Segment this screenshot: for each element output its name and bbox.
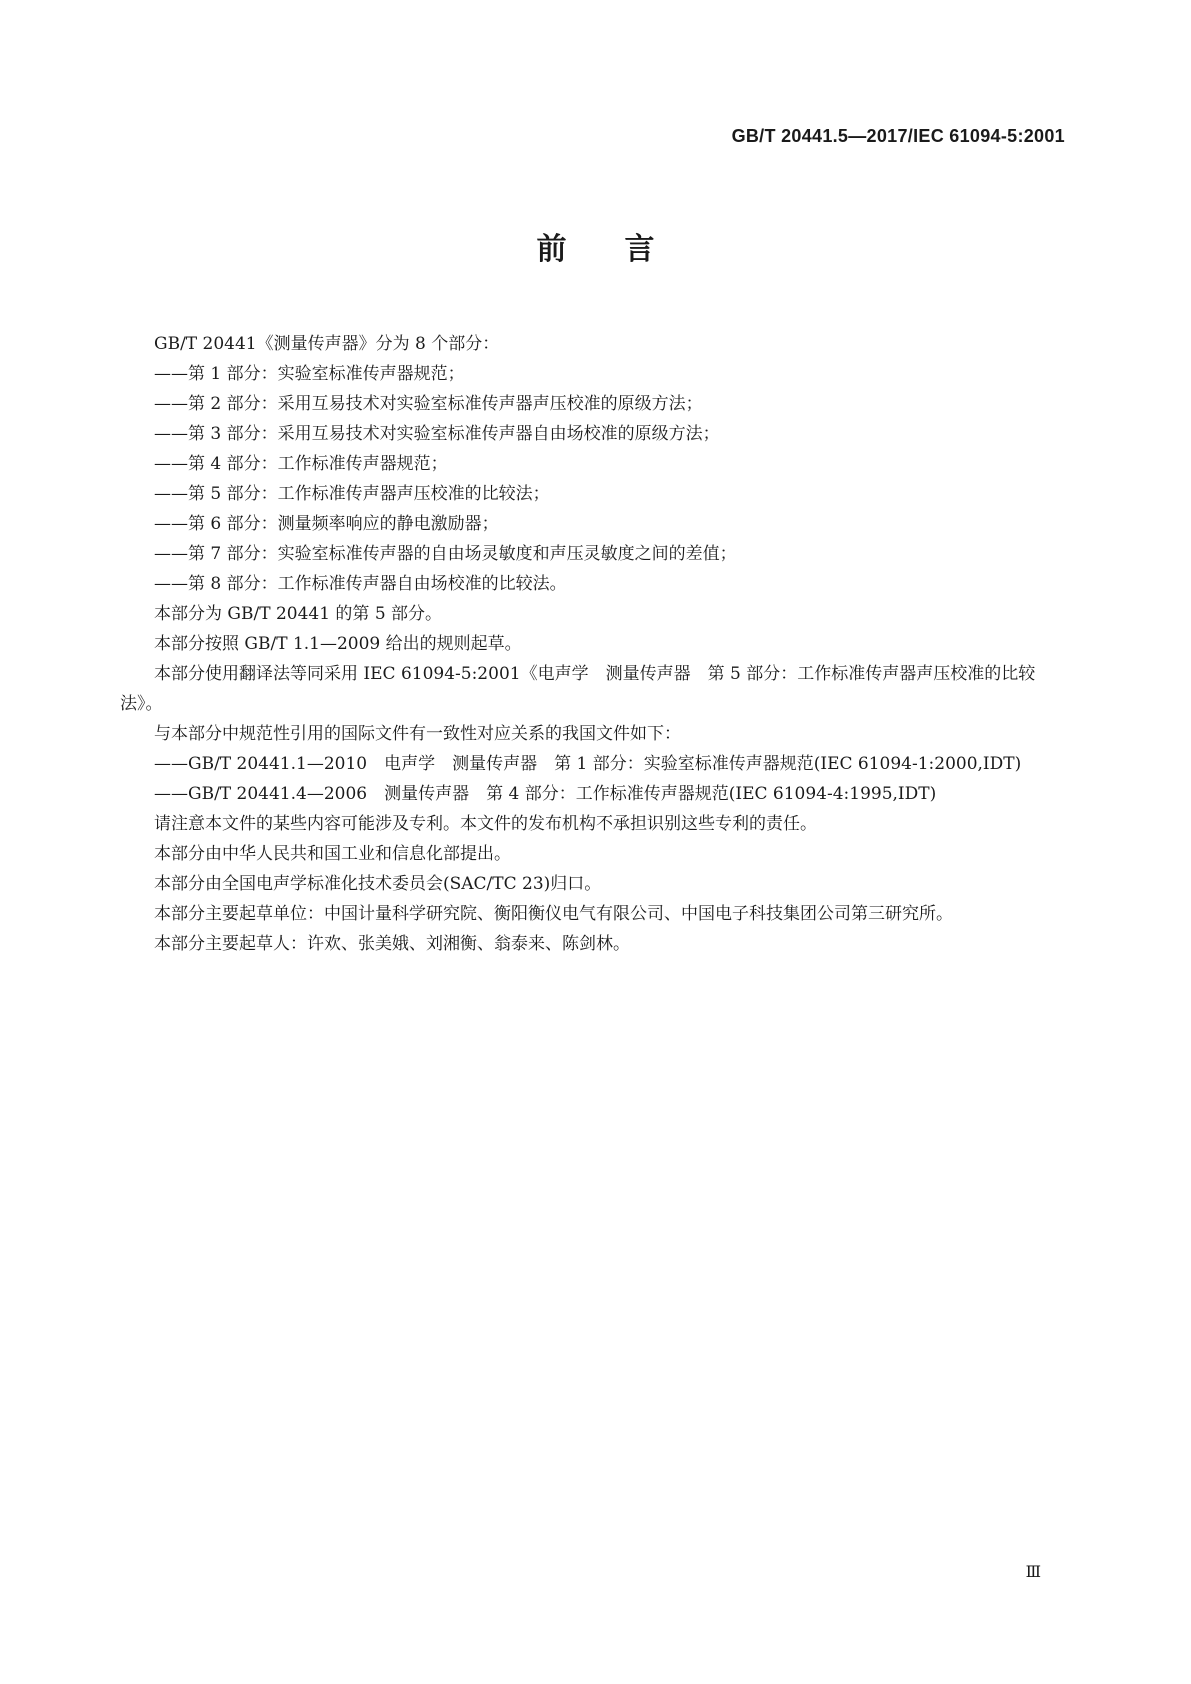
- list-item-part-4: ——第 4 部分：工作标准传声器规范；: [154, 454, 448, 474]
- paragraph-parts-intro: GB/T 20441《测量传声器》分为 8 个部分：: [154, 334, 500, 354]
- paragraph-correspondence-intro: 与本部分中规范性引用的国际文件有一致性对应关系的我国文件如下：: [154, 724, 681, 744]
- list-item-part-6: ——第 6 部分：测量频率响应的静电激励器；: [154, 514, 499, 534]
- list-item-reference-4: ——GB/T 20441.4—2006 测量传声器 第 4 部分：工作标准传声器规范(IEC 61094-4:1995,IDT): [154, 784, 937, 804]
- paragraph-responsible-committee: 本部分由全国电声学标准化技术委员会(SAC/TC 23)归口。: [154, 874, 602, 894]
- standard-code-header: GB/T 20441.5—2017/IEC 61094-5:2001: [731, 126, 1065, 146]
- list-item-reference-1: ——GB/T 20441.1—2010 电声学 测量传声器 第 1 部分：实验室标准传声器规范(IEC 61094-1:2000,IDT): [154, 754, 1022, 774]
- list-item-part-7: ——第 7 部分：实验室标准传声器的自由场灵敏度和声压灵敏度之间的差值；: [154, 544, 737, 564]
- page-number: Ⅲ: [1025, 1562, 1041, 1581]
- list-item-part-5: ——第 5 部分：工作标准传声器声压校准的比较法；: [154, 484, 550, 504]
- paragraph-drafters: 本部分主要起草人：许欢、张美娥、刘湘衡、翁泰来、陈剑林。: [154, 934, 630, 954]
- paragraph-drafting-organizations: 本部分主要起草单位：中国计量科学研究院、衡阳衡仪电气有限公司、中国电子科技集团公司第三研究所。: [154, 904, 953, 924]
- paragraph-patent-notice: 请注意本文件的某些内容可能涉及专利。本文件的发布机构不承担识别这些专利的责任。: [154, 814, 817, 834]
- paragraph-proposer: 本部分由中华人民共和国工业和信息化部提出。: [154, 844, 511, 864]
- list-item-part-8: ——第 8 部分：工作标准传声器自由场校准的比较法。: [154, 574, 567, 594]
- list-item-part-1: ——第 1 部分：实验室标准传声器规范；: [154, 364, 465, 384]
- foreword-body: [120, 329, 1070, 959]
- paragraph-part-number: 本部分为 GB/T 20441 的第 5 部分。: [154, 604, 443, 624]
- paragraph-adoption: 本部分使用翻译法等同采用 IEC 61094-5:2001《电声学 测量传声器 第 5 部分：工作标准传声器声压校准的比较法》。: [120, 664, 1036, 714]
- page-title: 前言: [536, 232, 713, 267]
- list-item-part-2: ——第 2 部分：采用互易技术对实验室标准传声器声压校准的原级方法；: [154, 394, 703, 414]
- paragraph-drafting-rules: 本部分按照 GB/T 1.1—2009 给出的规则起草。: [154, 634, 522, 654]
- list-item-part-3: ——第 3 部分：采用互易技术对实验室标准传声器自由场校准的原级方法；: [154, 424, 720, 444]
